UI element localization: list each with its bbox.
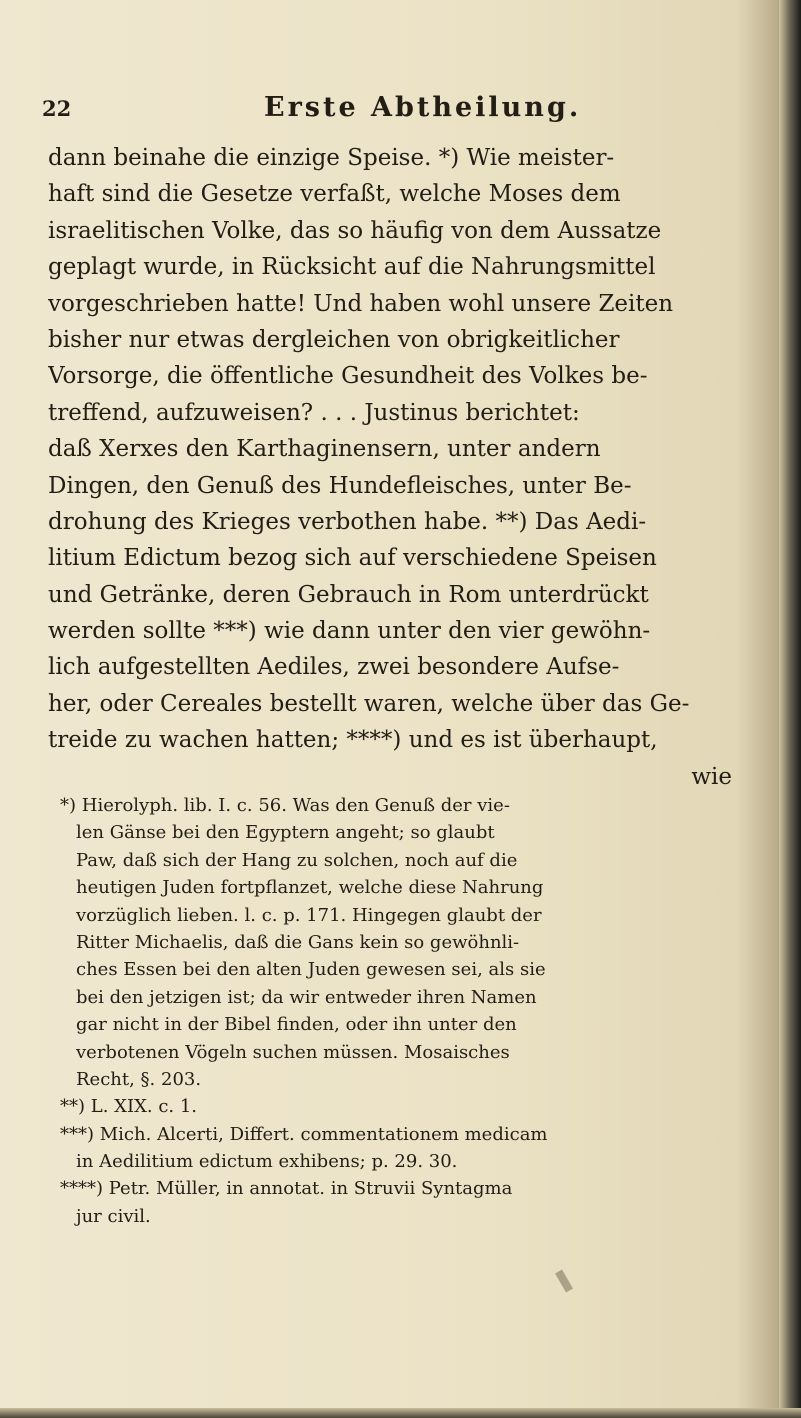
footnote-line: vorzüglich lieben. l. c. p. 171. Hingegen glaubt der — [76, 904, 542, 926]
text-line: vorgeschrieben hatte! Und haben wohl unsere Zeiten — [48, 290, 674, 317]
page-binding-edge — [779, 0, 801, 1418]
footnote-line: jur civil. — [76, 1205, 151, 1227]
footnote-line: ****) Petr. Müller, in annotat. in Struvii Syntagma — [60, 1178, 513, 1200]
text-line: werden sollte ***) wie dann unter den vier gewöhn- — [48, 618, 651, 645]
footnote-line: verbotenen Vögeln suchen müssen. Mosaisches — [76, 1041, 510, 1063]
text-line: daß Xerxes den Karthaginensern, unter andern — [48, 436, 601, 463]
text-line: haft sind die Gesetze verfaßt, welche Moses dem — [48, 181, 621, 208]
text-line: Dingen, den Genuß des Hundefleisches, unter Be- — [48, 472, 632, 499]
running-title: Erste Abtheilung. — [264, 92, 582, 123]
footnote-line: Paw, daß sich der Hang zu solchen, noch auf die — [76, 849, 518, 871]
main-text — [48, 140, 754, 795]
ink-mark — [555, 1269, 573, 1292]
footnote-line: **) L. XIX. c. 1. — [60, 1096, 198, 1118]
footnote-line: bei den jetzigen ist; da wir entweder ihren Namen — [76, 986, 537, 1008]
text-line: litium Edictum bezog sich auf verschiedene Speisen — [48, 545, 657, 572]
text-line: israelitischen Volke, das so häufig von dem Aussatze — [48, 217, 662, 244]
text-line: Vorsorge, die öffentliche Gesundheit des Volkes be- — [48, 363, 648, 390]
footnote-line: ***) Mich. Alcerti, Differt. commentationem medicam — [60, 1123, 548, 1145]
footnote-line: *) Hierolyph. lib. I. c. 56. Was den Genuß der vie- — [60, 795, 510, 816]
text-line: geplagt wurde, in Rücksicht auf die Nahrungsmittel — [48, 254, 656, 281]
footnotes — [60, 792, 750, 1230]
text-line: treffend, aufzuweisen? . . . Justinus berichtet: — [48, 399, 580, 426]
text-line: her, oder Cereales bestellt waren, welche über das Ge- — [48, 690, 690, 717]
footnote-line: ches Essen bei den alten Juden gewesen sei, als sie — [76, 959, 546, 981]
text-line: und Getränke, deren Gebrauch in Rom unterdrückt — [48, 581, 649, 608]
text-line: treide zu wachen hatten; ****) und es ist überhaupt, — [48, 727, 658, 754]
text-line: lich aufgestellten Aediles, zwei besondere Aufse- — [48, 654, 620, 681]
footnote-line: Recht, §. 203. — [76, 1068, 202, 1090]
catchword: wie — [691, 763, 732, 790]
page-bottom-edge — [0, 1408, 801, 1418]
footnote-line: Ritter Michaelis, daß die Gans kein so gewöhnli- — [76, 931, 520, 953]
text-line: bisher nur etwas dergleichen von obrigkeitlicher — [48, 326, 620, 353]
text-line: drohung des Krieges verbothen habe. **) Das Aedi- — [48, 508, 647, 535]
page-number: 22 — [42, 96, 72, 121]
text-line: dann beinahe die einzige Speise. *) Wie meister- — [48, 145, 615, 171]
page-header — [42, 92, 732, 132]
footnote-line: in Aedilitium edictum exhibens; p. 29. 30. — [76, 1151, 458, 1173]
footnote-line: gar nicht in der Bibel finden, oder ihn unter den — [76, 1014, 517, 1036]
footnote-line: heutigen Juden fortpflanzet, welche diese Nahrung — [76, 877, 544, 899]
footnote-line: len Gänse bei den Egyptern angeht; so glaubt — [76, 822, 495, 844]
